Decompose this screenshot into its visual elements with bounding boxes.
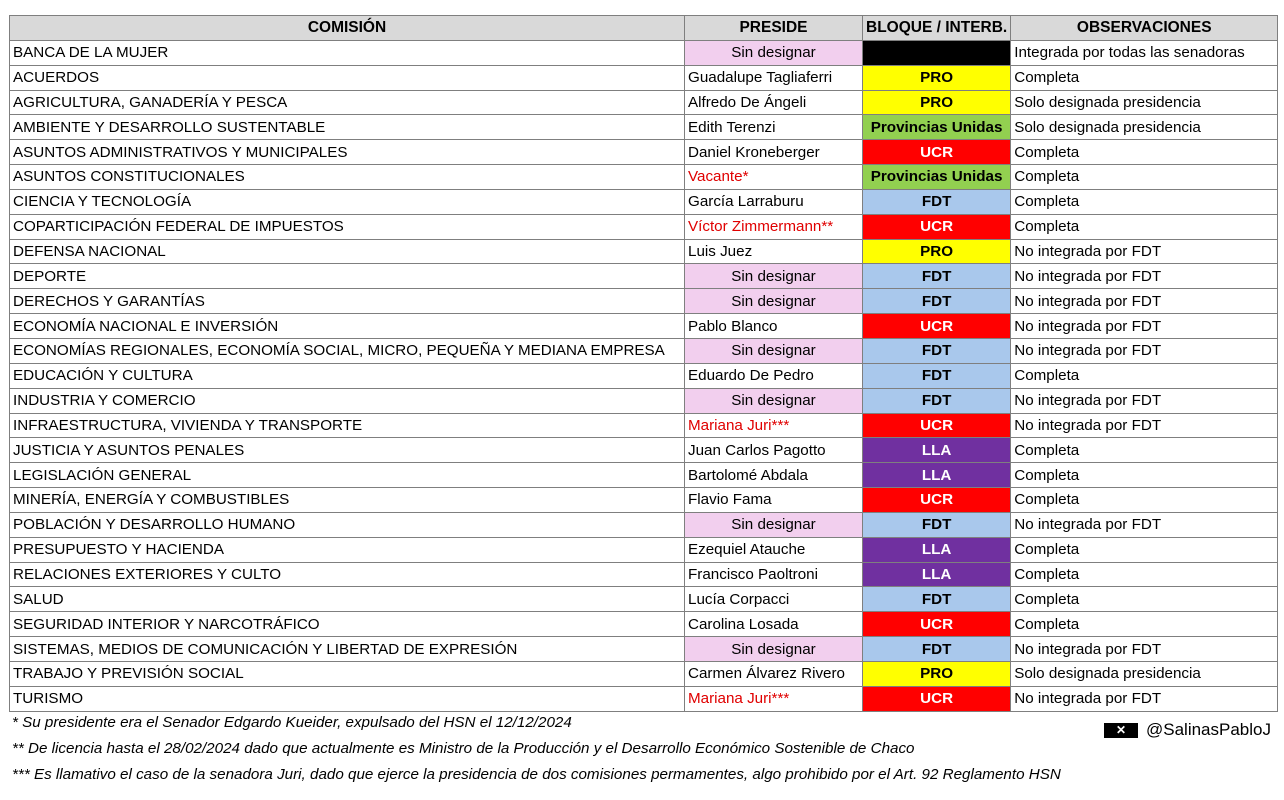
cell-bloque: PRO <box>863 65 1011 90</box>
table-row <box>10 413 1278 438</box>
cell-bloque: UCR <box>863 214 1011 239</box>
cell-preside: Ezequiel Atauche <box>685 537 863 562</box>
table-row <box>10 562 1278 587</box>
cell-comision: COPARTICIPACIÓN FEDERAL DE IMPUESTOS <box>10 214 685 239</box>
cell-preside: Edith Terenzi <box>685 115 863 140</box>
header-bloque: BLOQUE / INTERB. <box>863 16 1011 41</box>
cell-comision: RELACIONES EXTERIORES Y CULTO <box>10 562 685 587</box>
cell-bloque: UCR <box>863 686 1011 711</box>
cell-comision: LEGISLACIÓN GENERAL <box>10 463 685 488</box>
cell-observaciones: No integrada por FDT <box>1011 264 1278 289</box>
cell-bloque: FDT <box>863 388 1011 413</box>
cell-comision: ASUNTOS ADMINISTRATIVOS Y MUNICIPALES <box>10 140 685 165</box>
table-header-row <box>10 16 1278 41</box>
cell-preside: Francisco Paoltroni <box>685 562 863 587</box>
table-row <box>10 686 1278 711</box>
cell-observaciones: Completa <box>1011 214 1278 239</box>
cell-observaciones: No integrada por FDT <box>1011 637 1278 662</box>
cell-bloque: LLA <box>863 562 1011 587</box>
cell-observaciones: Completa <box>1011 363 1278 388</box>
cell-bloque: Provincias Unidas <box>863 165 1011 190</box>
cell-observaciones: No integrada por FDT <box>1011 314 1278 339</box>
cell-comision: TURISMO <box>10 686 685 711</box>
table-row <box>10 338 1278 363</box>
table-row <box>10 488 1278 513</box>
cell-comision: INDUSTRIA Y COMERCIO <box>10 388 685 413</box>
cell-bloque: FDT <box>863 512 1011 537</box>
cell-comision: ECONOMÍA NACIONAL E INVERSIÓN <box>10 314 685 339</box>
cell-observaciones: No integrada por FDT <box>1011 388 1278 413</box>
cell-comision: EDUCACIÓN Y CULTURA <box>10 363 685 388</box>
cell-bloque: LLA <box>863 438 1011 463</box>
cell-comision: DEFENSA NACIONAL <box>10 239 685 264</box>
cell-comision: SISTEMAS, MEDIOS DE COMUNICACIÓN Y LIBERTAD DE EXPRESIÓN <box>10 637 685 662</box>
cell-bloque: PRO <box>863 661 1011 686</box>
table-row <box>10 115 1278 140</box>
cell-comision: DEPORTE <box>10 264 685 289</box>
cell-bloque: UCR <box>863 413 1011 438</box>
cell-preside: Eduardo De Pedro <box>685 363 863 388</box>
cell-bloque: LLA <box>863 537 1011 562</box>
cell-bloque: FDT <box>863 289 1011 314</box>
table-row <box>10 214 1278 239</box>
cell-bloque: FDT <box>863 587 1011 612</box>
cell-preside: Daniel Kroneberger <box>685 140 863 165</box>
cell-preside: Luis Juez <box>685 239 863 264</box>
cell-preside: Sin designar <box>685 264 863 289</box>
cell-bloque: FDT <box>863 637 1011 662</box>
cell-bloque: FDT <box>863 338 1011 363</box>
table-row <box>10 314 1278 339</box>
footnote-2: ** De licencia hasta el 28/02/2024 dado que actualmente es Ministro de la Producción y el Desarrollo Económico Sostenible de Chaco <box>12 740 915 757</box>
cell-bloque: FDT <box>863 189 1011 214</box>
table-row <box>10 512 1278 537</box>
cell-preside: Pablo Blanco <box>685 314 863 339</box>
cell-comision: SALUD <box>10 587 685 612</box>
cell-comision: AMBIENTE Y DESARROLLO SUSTENTABLE <box>10 115 685 140</box>
comisiones-table <box>9 15 1278 712</box>
author-credit <box>1104 720 1271 740</box>
cell-observaciones: Completa <box>1011 587 1278 612</box>
table-row <box>10 264 1278 289</box>
cell-observaciones: Completa <box>1011 65 1278 90</box>
table-body <box>10 40 1278 711</box>
cell-bloque: FDT <box>863 363 1011 388</box>
table-row <box>10 637 1278 662</box>
cell-preside: Sin designar <box>685 289 863 314</box>
cell-observaciones: Solo designada presidencia <box>1011 90 1278 115</box>
cell-comision: ASUNTOS CONSTITUCIONALES <box>10 165 685 190</box>
cell-observaciones: Completa <box>1011 488 1278 513</box>
cell-comision: SEGURIDAD INTERIOR Y NARCOTRÁFICO <box>10 612 685 637</box>
cell-observaciones: No integrada por FDT <box>1011 289 1278 314</box>
cell-observaciones: No integrada por FDT <box>1011 686 1278 711</box>
cell-observaciones: Completa <box>1011 537 1278 562</box>
cell-comision: ACUERDOS <box>10 65 685 90</box>
cell-comision: JUSTICIA Y ASUNTOS PENALES <box>10 438 685 463</box>
cell-observaciones: No integrada por FDT <box>1011 338 1278 363</box>
cell-bloque: UCR <box>863 314 1011 339</box>
cell-comision: ECONOMÍAS REGIONALES, ECONOMÍA SOCIAL, MICRO, PEQUEÑA Y MEDIANA EMPRESA <box>10 338 685 363</box>
table-row <box>10 165 1278 190</box>
cell-preside: Guadalupe Tagliaferri <box>685 65 863 90</box>
header-comision: COMISIÓN <box>10 16 685 41</box>
table-row <box>10 90 1278 115</box>
cell-observaciones: Completa <box>1011 463 1278 488</box>
cell-bloque: LLA <box>863 463 1011 488</box>
table-row <box>10 612 1278 637</box>
table-row <box>10 537 1278 562</box>
cell-bloque: Provincias Unidas <box>863 115 1011 140</box>
cell-preside: Juan Carlos Pagotto <box>685 438 863 463</box>
cell-observaciones: Completa <box>1011 140 1278 165</box>
cell-observaciones: Solo designada presidencia <box>1011 115 1278 140</box>
table-row <box>10 40 1278 65</box>
cell-comision: TRABAJO Y PREVISIÓN SOCIAL <box>10 661 685 686</box>
cell-preside: Vacante* <box>685 165 863 190</box>
footnote-3: *** Es llamativo el caso de la senadora Juri, dado que ejerce la presidencia de dos comisiones permamentes, algo prohibido por el Art. 92 Reglamento HSN <box>12 766 1061 783</box>
table-row <box>10 239 1278 264</box>
header-preside: PRESIDE <box>685 16 863 41</box>
cell-bloque: PRO <box>863 239 1011 264</box>
author-handle: @SalinasPabloJ <box>1146 720 1271 739</box>
cell-bloque: FDT <box>863 264 1011 289</box>
header-observaciones: OBSERVACIONES <box>1011 16 1278 41</box>
table-row <box>10 661 1278 686</box>
cell-comision: AGRICULTURA, GANADERÍA Y PESCA <box>10 90 685 115</box>
cell-preside: Sin designar <box>685 512 863 537</box>
cell-comision: BANCA DE LA MUJER <box>10 40 685 65</box>
cell-observaciones: Completa <box>1011 562 1278 587</box>
cell-comision: MINERÍA, ENERGÍA Y COMBUSTIBLES <box>10 488 685 513</box>
cell-observaciones: Completa <box>1011 438 1278 463</box>
cell-preside: Mariana Juri*** <box>685 686 863 711</box>
table-row <box>10 463 1278 488</box>
cell-bloque: UCR <box>863 612 1011 637</box>
cell-preside: Carolina Losada <box>685 612 863 637</box>
cell-observaciones: Completa <box>1011 165 1278 190</box>
table-row <box>10 289 1278 314</box>
cell-bloque <box>863 40 1011 65</box>
cell-preside: Víctor Zimmermann** <box>685 214 863 239</box>
cell-comision: CIENCIA Y TECNOLOGÍA <box>10 189 685 214</box>
cell-observaciones: Solo designada presidencia <box>1011 661 1278 686</box>
cell-observaciones: No integrada por FDT <box>1011 413 1278 438</box>
cell-bloque: UCR <box>863 140 1011 165</box>
table-row <box>10 189 1278 214</box>
cell-preside: Flavio Fama <box>685 488 863 513</box>
cell-observaciones: Completa <box>1011 189 1278 214</box>
cell-comision: INFRAESTRUCTURA, VIVIENDA Y TRANSPORTE <box>10 413 685 438</box>
cell-preside: Sin designar <box>685 338 863 363</box>
table-row <box>10 140 1278 165</box>
cell-comision: POBLACIÓN Y DESARROLLO HUMANO <box>10 512 685 537</box>
cell-observaciones: No integrada por FDT <box>1011 512 1278 537</box>
cell-bloque: UCR <box>863 488 1011 513</box>
cell-preside: Alfredo De Ángeli <box>685 90 863 115</box>
cell-observaciones: Integrada por todas las senadoras <box>1011 40 1278 65</box>
cell-preside: Sin designar <box>685 637 863 662</box>
cell-preside: Bartolomé Abdala <box>685 463 863 488</box>
table-row <box>10 438 1278 463</box>
cell-preside: Lucía Corpacci <box>685 587 863 612</box>
cell-bloque: PRO <box>863 90 1011 115</box>
x-logo-icon: ✕ <box>1104 723 1138 738</box>
table-row <box>10 363 1278 388</box>
cell-preside: Carmen Álvarez Rivero <box>685 661 863 686</box>
footnote-1: * Su presidente era el Senador Edgardo Kueider, expulsado del HSN el 12/12/2024 <box>12 714 572 731</box>
table-row <box>10 587 1278 612</box>
cell-preside: Sin designar <box>685 40 863 65</box>
cell-preside: Sin designar <box>685 388 863 413</box>
cell-observaciones: No integrada por FDT <box>1011 239 1278 264</box>
cell-preside: Mariana Juri*** <box>685 413 863 438</box>
table-row <box>10 388 1278 413</box>
cell-preside: García Larraburu <box>685 189 863 214</box>
cell-comision: PRESUPUESTO Y HACIENDA <box>10 537 685 562</box>
cell-observaciones: Completa <box>1011 612 1278 637</box>
cell-comision: DERECHOS Y GARANTÍAS <box>10 289 685 314</box>
table-row <box>10 65 1278 90</box>
